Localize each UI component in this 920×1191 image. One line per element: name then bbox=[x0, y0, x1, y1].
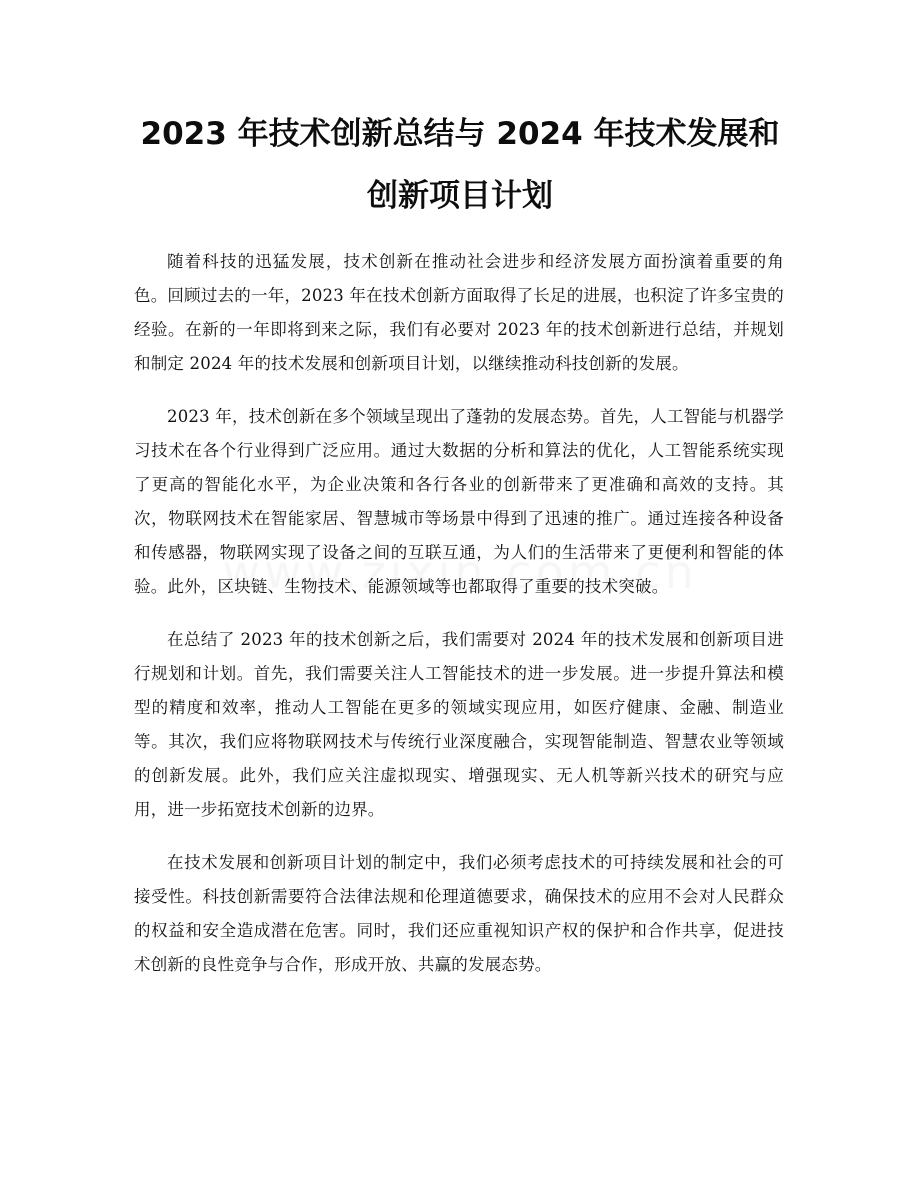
document-body bbox=[134, 245, 784, 1001]
paragraph-4: 在技术发展和创新项目计划的制定中，我们必须考虑技术的可持续发展和社会的可接受性。科技创新需要符合法律法规和伦理道德要求，确保技术的应用不会对人民群众的权益和安全造成潜在危害。同时，我们还应重视知识产权的保护和合作共享，促进技术创新的良性竞争与合作，形成开放、共赢的发展态势。 bbox=[134, 853, 784, 974]
document-title-line-1: 2023 年技术创新总结与 2024 年技术发展和 bbox=[140, 116, 780, 152]
paragraph-2: 2023 年，技术创新在多个领域呈现出了蓬勃的发展态势。首先，人工智能与机器学习技术在各个行业得到广泛应用。通过大数据的分析和算法的优化，人工智能系统实现了更高的智能化水平，为企业决策和各行各业的创新带来了更准确和高效的支持。其次，物联网技术在智能家居、智慧城市等场景中得到了迅速的推广。通过连接各种设备和传感器，物联网实现了设备之间的互联互通，为人们的生活带来了更便利和智能的体验。此外，区块链、生物技术、能源领域等也都取得了重要的技术突破。 bbox=[134, 407, 784, 596]
paragraph-3: 在总结了 2023 年的技术创新之后，我们需要对 2024 年的技术发展和创新项目进行规划和计划。首先，我们需要关注人工智能技术的进一步发展。进一步提升算法和模型的精度和效率，推动人工智能在更多的领域实现应用，如医疗健康、金融、制造业等。其次，我们应将物联网技术与传统行业深度融合，实现智能制造、智慧农业等领域的创新发展。此外，我们应关注虚拟现实、增强现实、无人机等新兴技术的研究与应用，进一步拓宽技术创新的边界。 bbox=[134, 630, 784, 819]
paragraph-1: 随着科技的迅猛发展，技术创新在推动社会进步和经济发展方面扮演着重要的角色。回顾过去的一年，2023 年在技术创新方面取得了长足的进展，也积淀了许多宝贵的经验。在新的一年即将到来之际，我们有必要对 2023 年的技术创新进行总结，并规划和制定 2024 年的技术发展和创新项目计划，以继续推动科技创新的发展。 bbox=[134, 252, 784, 373]
document-title-line-2: 创新项目计划 bbox=[367, 178, 553, 214]
document-title bbox=[110, 103, 810, 227]
